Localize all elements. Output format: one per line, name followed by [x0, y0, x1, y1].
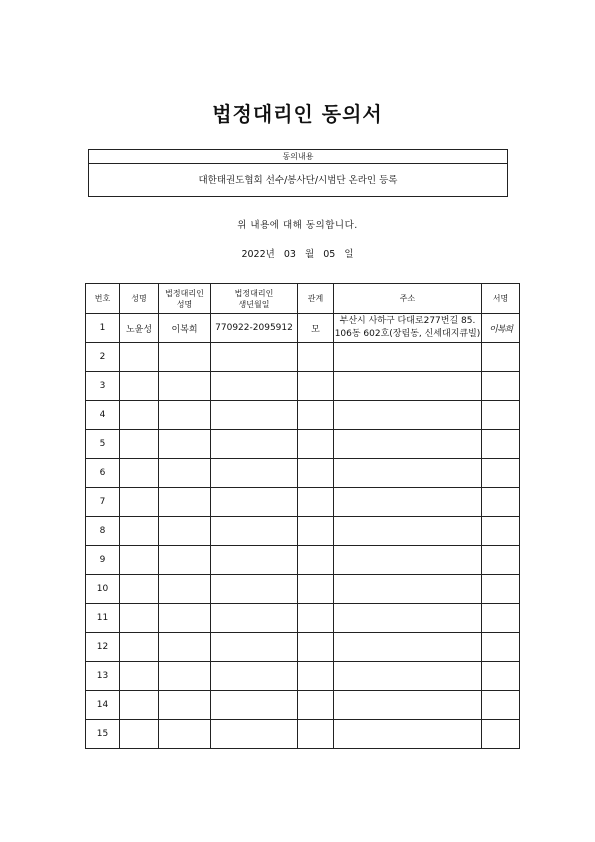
cell-signature [482, 343, 520, 372]
cell-signature [482, 575, 520, 604]
header-no: 번호 [86, 284, 120, 314]
table-row [86, 401, 520, 430]
address-line2: 106동 602호(장림동, 신세대지큐빌) [334, 329, 481, 339]
cell-no: 1 [86, 314, 120, 343]
cell-guardian-name [159, 343, 211, 372]
header-relation: 관계 [298, 284, 334, 314]
cell-address [334, 401, 482, 430]
cell-guardian-name [159, 662, 211, 691]
cell-guardian-birth [211, 633, 298, 662]
table-row [86, 633, 520, 662]
cell-name [120, 517, 159, 546]
cell-address [334, 343, 482, 372]
cell-guardian-name [159, 372, 211, 401]
cell-relation [298, 343, 334, 372]
cell-guardian-birth [211, 343, 298, 372]
date-line [0, 246, 595, 260]
cell-no: 10 [86, 575, 120, 604]
header-guardian-name-line1: 법정대리인 [165, 288, 204, 298]
cell-guardian-birth [211, 575, 298, 604]
cell-no: 12 [86, 633, 120, 662]
cell-signature [482, 372, 520, 401]
cell-no: 5 [86, 430, 120, 459]
cell-relation [298, 430, 334, 459]
cell-relation [298, 546, 334, 575]
agree-statement: 위 내용에 대해 동의합니다. [237, 220, 358, 231]
cell-no: 13 [86, 662, 120, 691]
cell-name: 노윤성 [120, 314, 159, 343]
cell-relation: 모 [298, 314, 334, 343]
cell-signature [482, 517, 520, 546]
cell-signature: 이복희 [482, 314, 520, 343]
document-title: 법정대리인 동의서 [212, 102, 383, 126]
cell-signature [482, 662, 520, 691]
table-row [86, 372, 520, 401]
cell-name [120, 662, 159, 691]
table-row [86, 604, 520, 633]
cell-guardian-birth [211, 720, 298, 749]
table-row [86, 488, 520, 517]
cell-address [334, 604, 482, 633]
cell-guardian-birth [211, 691, 298, 720]
cell-name [120, 372, 159, 401]
cell-signature [482, 401, 520, 430]
address-line1: 부산시 사하구 다대로277번길 85. [339, 316, 476, 326]
date-day-unit: 일 [344, 249, 354, 260]
cell-no: 6 [86, 459, 120, 488]
cell-guardian-birth [211, 401, 298, 430]
table-row [86, 720, 520, 749]
date-month: 03 [283, 249, 296, 260]
cell-guardian-birth [211, 372, 298, 401]
table-row [86, 575, 520, 604]
cell-guardian-name [159, 691, 211, 720]
cell-signature [482, 691, 520, 720]
cell-no: 7 [86, 488, 120, 517]
consent-header: 동의내용 [89, 150, 507, 164]
cell-address [334, 459, 482, 488]
consent-box [88, 149, 508, 197]
cell-no: 8 [86, 517, 120, 546]
table-row [86, 517, 520, 546]
date-year: 2022년 [241, 249, 275, 260]
cell-signature [482, 459, 520, 488]
cell-address [334, 488, 482, 517]
cell-name [120, 546, 159, 575]
header-guardian-name-line2: 성명 [176, 299, 193, 309]
cell-guardian-name [159, 546, 211, 575]
cell-address [334, 720, 482, 749]
cell-no: 3 [86, 372, 120, 401]
table-row [86, 314, 520, 343]
header-signature: 서명 [482, 284, 520, 314]
cell-guardian-birth: 770922-2095912 [211, 314, 298, 343]
cell-no: 15 [86, 720, 120, 749]
consent-body: 대한태권도협회 선수/봉사단/시범단 온라인 등록 [198, 175, 398, 186]
cell-signature [482, 546, 520, 575]
header-guardian-birth-line2: 생년월일 [238, 299, 270, 309]
cell-relation [298, 488, 334, 517]
cell-guardian-name [159, 459, 211, 488]
cell-address [334, 546, 482, 575]
cell-guardian-name: 이복희 [159, 314, 211, 343]
cell-address [334, 575, 482, 604]
table-row [86, 662, 520, 691]
cell-guardian-birth [211, 430, 298, 459]
cell-no: 9 [86, 546, 120, 575]
cell-name [120, 488, 159, 517]
cell-signature [482, 720, 520, 749]
cell-relation [298, 720, 334, 749]
cell-signature [482, 604, 520, 633]
cell-guardian-birth [211, 488, 298, 517]
cell-name [120, 401, 159, 430]
cell-guardian-name [159, 575, 211, 604]
cell-relation [298, 459, 334, 488]
cell-guardian-name [159, 430, 211, 459]
cell-name [120, 575, 159, 604]
cell-relation [298, 401, 334, 430]
table-row [86, 430, 520, 459]
cell-guardian-birth [211, 459, 298, 488]
cell-no: 2 [86, 343, 120, 372]
header-guardian-name [159, 284, 211, 314]
cell-name [120, 343, 159, 372]
cell-name [120, 720, 159, 749]
cell-address [334, 633, 482, 662]
cell-address [334, 314, 482, 343]
cell-address [334, 691, 482, 720]
header-name: 성명 [120, 284, 159, 314]
cell-guardian-name [159, 488, 211, 517]
header-guardian-birth-line1: 법정대리인 [234, 288, 274, 298]
cell-no: 14 [86, 691, 120, 720]
cell-guardian-name [159, 517, 211, 546]
table-row [86, 691, 520, 720]
cell-guardian-birth [211, 517, 298, 546]
cell-guardian-name [159, 720, 211, 749]
cell-relation [298, 372, 334, 401]
cell-signature [482, 488, 520, 517]
cell-address [334, 517, 482, 546]
cell-signature [482, 633, 520, 662]
cell-relation [298, 604, 334, 633]
cell-relation [298, 517, 334, 546]
cell-address [334, 430, 482, 459]
cell-signature [482, 430, 520, 459]
cell-no: 4 [86, 401, 120, 430]
cell-relation [298, 662, 334, 691]
cell-relation [298, 691, 334, 720]
table-row [86, 343, 520, 372]
cell-guardian-birth [211, 662, 298, 691]
cell-name [120, 633, 159, 662]
date-month-unit: 월 [304, 249, 315, 260]
table-row [86, 546, 520, 575]
table-row [86, 459, 520, 488]
guardian-table [85, 283, 520, 749]
cell-name [120, 691, 159, 720]
cell-relation [298, 575, 334, 604]
cell-address [334, 662, 482, 691]
header-address: 주소 [334, 284, 482, 314]
cell-guardian-birth [211, 604, 298, 633]
cell-name [120, 430, 159, 459]
cell-relation [298, 633, 334, 662]
cell-no: 11 [86, 604, 120, 633]
cell-name [120, 604, 159, 633]
cell-guardian-birth [211, 546, 298, 575]
cell-guardian-name [159, 604, 211, 633]
date-day: 05 [323, 249, 336, 260]
cell-guardian-name [159, 633, 211, 662]
cell-address [334, 372, 482, 401]
cell-guardian-name [159, 401, 211, 430]
header-guardian-birth [211, 284, 298, 314]
table-header-row [86, 284, 520, 314]
cell-name [120, 459, 159, 488]
